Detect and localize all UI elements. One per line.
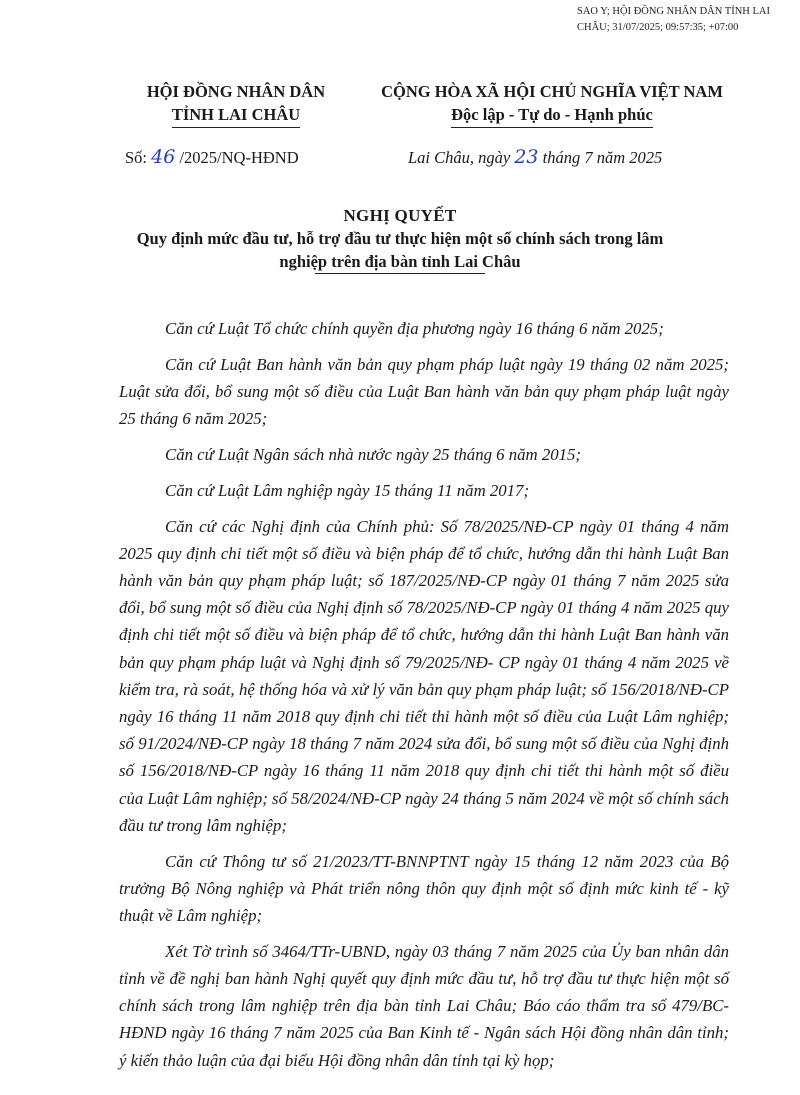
preamble-paragraph: Căn cứ Luật Ban hành văn bản quy phạm pháp luật ngày 19 tháng 02 năm 2025; Luật sửa đổi, bổ sung một số điều của Luật Ban hành văn bản quy phạm pháp luật ngày 25 tháng 6 năm 2025; bbox=[119, 354, 729, 429]
document-type: NGHỊ QUYẾT bbox=[343, 206, 457, 225]
document-title-block bbox=[60, 205, 740, 274]
document-subject-line-1: Quy định mức đầu tư, hỗ trợ đầu tư thực hiện một số chính sách trong lâm bbox=[136, 229, 664, 248]
country-name: CỘNG HÒA XÃ HỘI CHỦ NGHĨA VIỆT NAM bbox=[381, 82, 723, 101]
preamble-paragraph: Căn cứ Luật Lâm nghiệp ngày 15 tháng 11 năm 2017; bbox=[165, 480, 530, 500]
document-header bbox=[0, 80, 800, 170]
document-number bbox=[125, 146, 299, 168]
handwritten-number: 46 bbox=[151, 146, 176, 168]
authority-province: TỈNH LAI CHÂU bbox=[172, 103, 300, 128]
national-motto bbox=[356, 80, 748, 128]
preamble-paragraph: Căn cứ Thông tư số 21/2023/TT-BNNPTNT ngày 15 tháng 12 năm 2023 của Bộ trưởng Bộ Nông nghiệp và Phát triển nông thôn quy định một số định mức kinh tế - kỹ thuật về Lâm nghiệp; bbox=[119, 851, 729, 926]
document-date-prefix: Lai Châu, ngày bbox=[408, 148, 515, 167]
preamble-paragraph: Căn cứ Luật Ngân sách nhà nước ngày 25 tháng 6 năm 2015; bbox=[165, 445, 582, 464]
digital-copy-stamp: SAO Y; HỘI ĐỒNG NHÂN DÂN TỈNH LAI CHÂU; 31/07/2025; 09:57:35; +07:00 bbox=[577, 6, 770, 33]
handwritten-day: 23 bbox=[514, 146, 539, 168]
authority-name: HỘI ĐỒNG NHÂN DÂN bbox=[146, 82, 326, 101]
issuing-authority bbox=[96, 80, 376, 128]
preamble-paragraph: Xét Tờ trình số 3464/TTr-UBND, ngày 03 tháng 7 năm 2025 của Ủy ban nhân dân tỉnh về đề nghị ban hành Nghị quyết quy định mức đầu tư, hỗ trợ đầu tư thực hiện một số chính sách trong lâm nghiệp trên địa bàn tỉnh Lai Châu; Báo cáo thẩm tra số 479/BC-HĐND ngày 16 tháng 7 năm 2025 của Ban Kinh tế - Ngân sách Hội đồng nhân dân tỉnh; ý kiến thảo luận của đại biểu Hội đồng nhân dân tỉnh tại kỳ họp; bbox=[119, 941, 729, 1070]
motto-text: Độc lập - Tự do - Hạnh phúc bbox=[451, 103, 653, 128]
preamble-paragraph: Căn cứ các Nghị định của Chính phủ: Số 78/2025/NĐ-CP ngày 01 tháng 4 năm 2025 quy định chi tiết một số điều và biện pháp để tổ chức, hướng dẫn thi hành Luật Ban hành văn bản quy phạm pháp luật; số 187/2025/NĐ-CP ngày 01 tháng 7 năm 2025 sửa đổi, bổ sung một số điều của Nghị định số 78/2025/NĐ-CP ngày 01 tháng 4 năm 2025 quy định chi tiết một số điều và biện pháp để tổ chức, hướng dẫn thi hành Luật Ban hành văn bản quy phạm pháp luật và Nghị định số 79/2025/NĐ- CP ngày 01 tháng 4 năm 2025 về kiểm tra, rà soát, hệ thống hóa và xử lý văn bản quy phạm pháp luật; số 156/2018/NĐ-CP ngày 16 tháng 11 năm 2018 quy định chi tiết thi hành một số điều của Luật Lâm nghiệp; số 91/2024/NĐ-CP ngày 18 tháng 7 năm 2024 sửa đổi, bổ sung một số điều của Nghị định số 156/2018/NĐ-CP ngày 16 tháng 11 năm 2018 quy định chi tiết thi hành một số điều của Luật Lâm nghiệp; số 58/2024/NĐ-CP ngày 24 tháng 5 năm 2024 về một số chính sách đầu tư trong lâm nghiệp; bbox=[119, 516, 729, 835]
document-date bbox=[408, 146, 662, 168]
document-number-prefix: Số: bbox=[125, 148, 152, 167]
document-date-suffix: tháng 7 năm 2025 bbox=[538, 148, 663, 167]
subject-underline bbox=[315, 273, 485, 274]
preamble bbox=[119, 315, 729, 1082]
document-subject-line-2: nghiệp trên địa bàn tỉnh Lai Châu bbox=[279, 252, 521, 271]
preamble-paragraph: Căn cứ Luật Tổ chức chính quyền địa phương ngày 16 tháng 6 năm 2025; bbox=[165, 319, 664, 338]
document-number-suffix: /2025/NQ-HĐND bbox=[175, 148, 299, 167]
